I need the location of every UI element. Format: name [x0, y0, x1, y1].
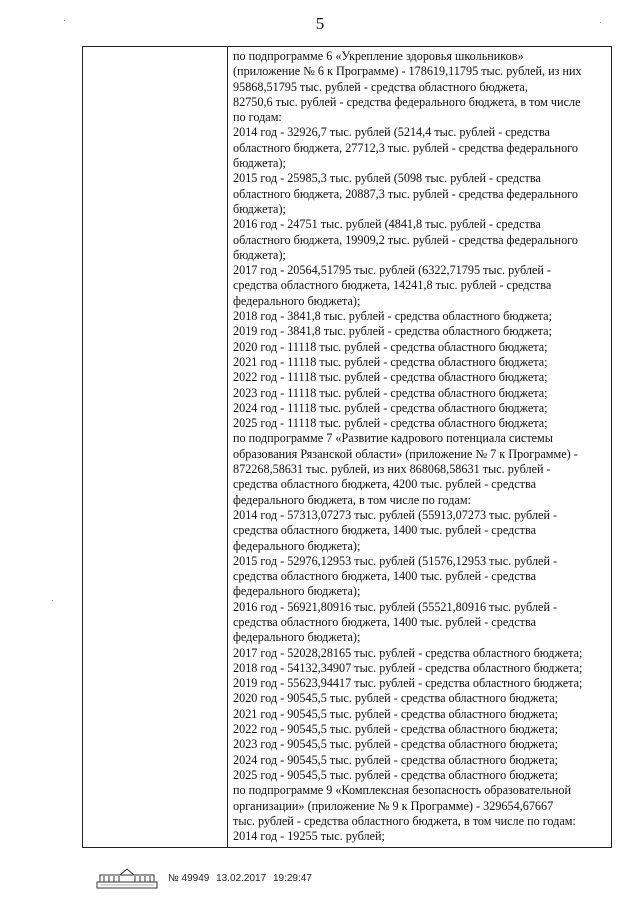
text-line: 2017 год - 20564,51795 тыс. рублей (6322,71795 тыс. рублей -	[233, 263, 551, 278]
text-line: образования Рязанской области» (приложение № 7 к Программе) -	[233, 446, 578, 461]
text-line: по подпрограмме 9 «Комплексная безопасность образовательной	[233, 783, 572, 798]
text-line: 872268,58631 тыс. рублей, из них 868068,58631 тыс. рублей -	[233, 462, 551, 477]
text-line: 2016 год - 24751 тыс. рублей (4841,8 тыс. рублей - средства	[233, 217, 541, 232]
text-line: по подпрограмме 7 «Развитие кадрового потенциала системы	[233, 431, 553, 446]
column-divider	[227, 47, 228, 847]
page-number: 5	[315, 14, 325, 33]
text-line: по годам:	[233, 110, 282, 125]
text-line: средства областного бюджета, 1400 тыс. рублей - средства	[233, 569, 537, 584]
text-line: 2022 год - 11118 тыс. рублей - средства областного бюджета;	[233, 370, 548, 385]
text-line: 2018 год - 3841,8 тыс. рублей - средства областного бюджета;	[233, 309, 552, 324]
building-stamp-icon	[96, 867, 158, 889]
text-line: 2021 год - 11118 тыс. рублей - средства областного бюджета;	[233, 354, 548, 369]
text-line: бюджета);	[233, 201, 286, 216]
text-line: средства областного бюджета, 1400 тыс. рублей - средства	[233, 523, 537, 538]
program-funding-text	[233, 49, 609, 844]
text-line: 2015 год - 52976,12953 тыс. рублей (51576,12953 тыс. рублей -	[233, 553, 558, 568]
text-line: 2025 год - 11118 тыс. рублей - средства областного бюджета;	[233, 416, 548, 431]
text-line: областного бюджета, 27712,3 тыс. рублей - средства федерального	[233, 140, 578, 155]
scan-speck	[52, 600, 53, 601]
text-line: средства областного бюджета, 14241,8 тыс. рублей - средства	[233, 278, 552, 293]
registration-info	[168, 873, 316, 884]
text-line: 2023 год - 11118 тыс. рублей - средства областного бюджета;	[233, 385, 548, 400]
text-line: 2020 год - 90545,5 тыс. рублей - средства областного бюджета;	[233, 691, 559, 706]
registration-date: 13.02.2017	[216, 872, 267, 884]
text-line: организации» (приложение № 9 к Программе) - 329654,67667	[233, 798, 554, 813]
text-line: 2025 год - 90545,5 тыс. рублей - средства областного бюджета;	[233, 767, 559, 782]
text-line: 2018 год - 54132,34907 тыс. рублей - средства областного бюджета;	[233, 660, 583, 675]
text-line: бюджета);	[233, 156, 286, 171]
scan-speck	[600, 22, 601, 23]
text-line: 2015 год - 25985,3 тыс. рублей (5098 тыс. рублей - средства	[233, 171, 541, 186]
text-line: областного бюджета, 19909,2 тыс. рублей - средства федерального	[233, 232, 578, 247]
text-line: средства областного бюджета, 4200 тыс. рублей - средства	[233, 477, 537, 492]
text-line: 2014 год - 57313,07273 тыс. рублей (55913,07273 тыс. рублей -	[233, 507, 558, 522]
text-line: 2023 год - 90545,5 тыс. рублей - средства областного бюджета;	[233, 737, 559, 752]
text-line: федерального бюджета);	[233, 293, 361, 308]
text-line: федерального бюджета);	[233, 538, 361, 553]
text-line: 95868,51795 тыс. рублей - средства областного бюджета,	[233, 79, 528, 94]
scan-speck	[64, 20, 65, 21]
text-line: бюджета);	[233, 247, 286, 262]
registration-time: 19:29:47	[272, 872, 312, 884]
document-number: № 49949	[168, 872, 210, 884]
text-line: федерального бюджета);	[233, 584, 361, 599]
text-line: 2017 год - 52028,28165 тыс. рублей - средства областного бюджета;	[233, 645, 583, 660]
text-line: 82750,6 тыс. рублей - средства федерального бюджета, в том числе	[233, 94, 581, 109]
text-line: 2019 год - 3841,8 тыс. рублей - средства областного бюджета;	[233, 324, 552, 339]
text-line: по подпрограмме 6 «Укрепление здоровья школьников»	[233, 49, 524, 63]
text-line: 2020 год - 11118 тыс. рублей - средства областного бюджета;	[233, 339, 548, 354]
text-line: 2024 год - 11118 тыс. рублей - средства областного бюджета;	[233, 400, 548, 415]
text-line: 2019 год - 55623,94417 тыс. рублей - средства областного бюджета;	[233, 676, 583, 691]
text-line: федерального бюджета);	[233, 630, 361, 645]
text-line: федерального бюджета, в том числе по годам:	[233, 492, 471, 507]
text-line: 2022 год - 90545,5 тыс. рублей - средства областного бюджета;	[233, 722, 559, 737]
content-table	[82, 46, 612, 848]
text-line: 2021 год - 90545,5 тыс. рублей - средства областного бюджета;	[233, 706, 559, 721]
text-line: областного бюджета, 20887,3 тыс. рублей - средства федерального	[233, 186, 578, 201]
text-line: 2016 год - 56921,80916 тыс. рублей (55521,80916 тыс. рублей -	[233, 599, 558, 614]
text-line: средства областного бюджета, 1400 тыс. рублей - средства	[233, 614, 537, 629]
text-line: 2024 год - 90545,5 тыс. рублей - средства областного бюджета;	[233, 752, 559, 767]
footer-registration	[96, 866, 316, 890]
text-line: (приложение № 6 к Программе) - 178619,11795 тыс. рублей, из них	[233, 64, 582, 79]
text-line: тыс. рублей - средства областного бюджета, в том числе по годам:	[233, 813, 576, 828]
text-line: 2014 год - 32926,7 тыс. рублей (5214,4 тыс. рублей - средства	[233, 125, 550, 140]
text-line: 2014 год - 19255 тыс. рублей;	[233, 829, 385, 844]
